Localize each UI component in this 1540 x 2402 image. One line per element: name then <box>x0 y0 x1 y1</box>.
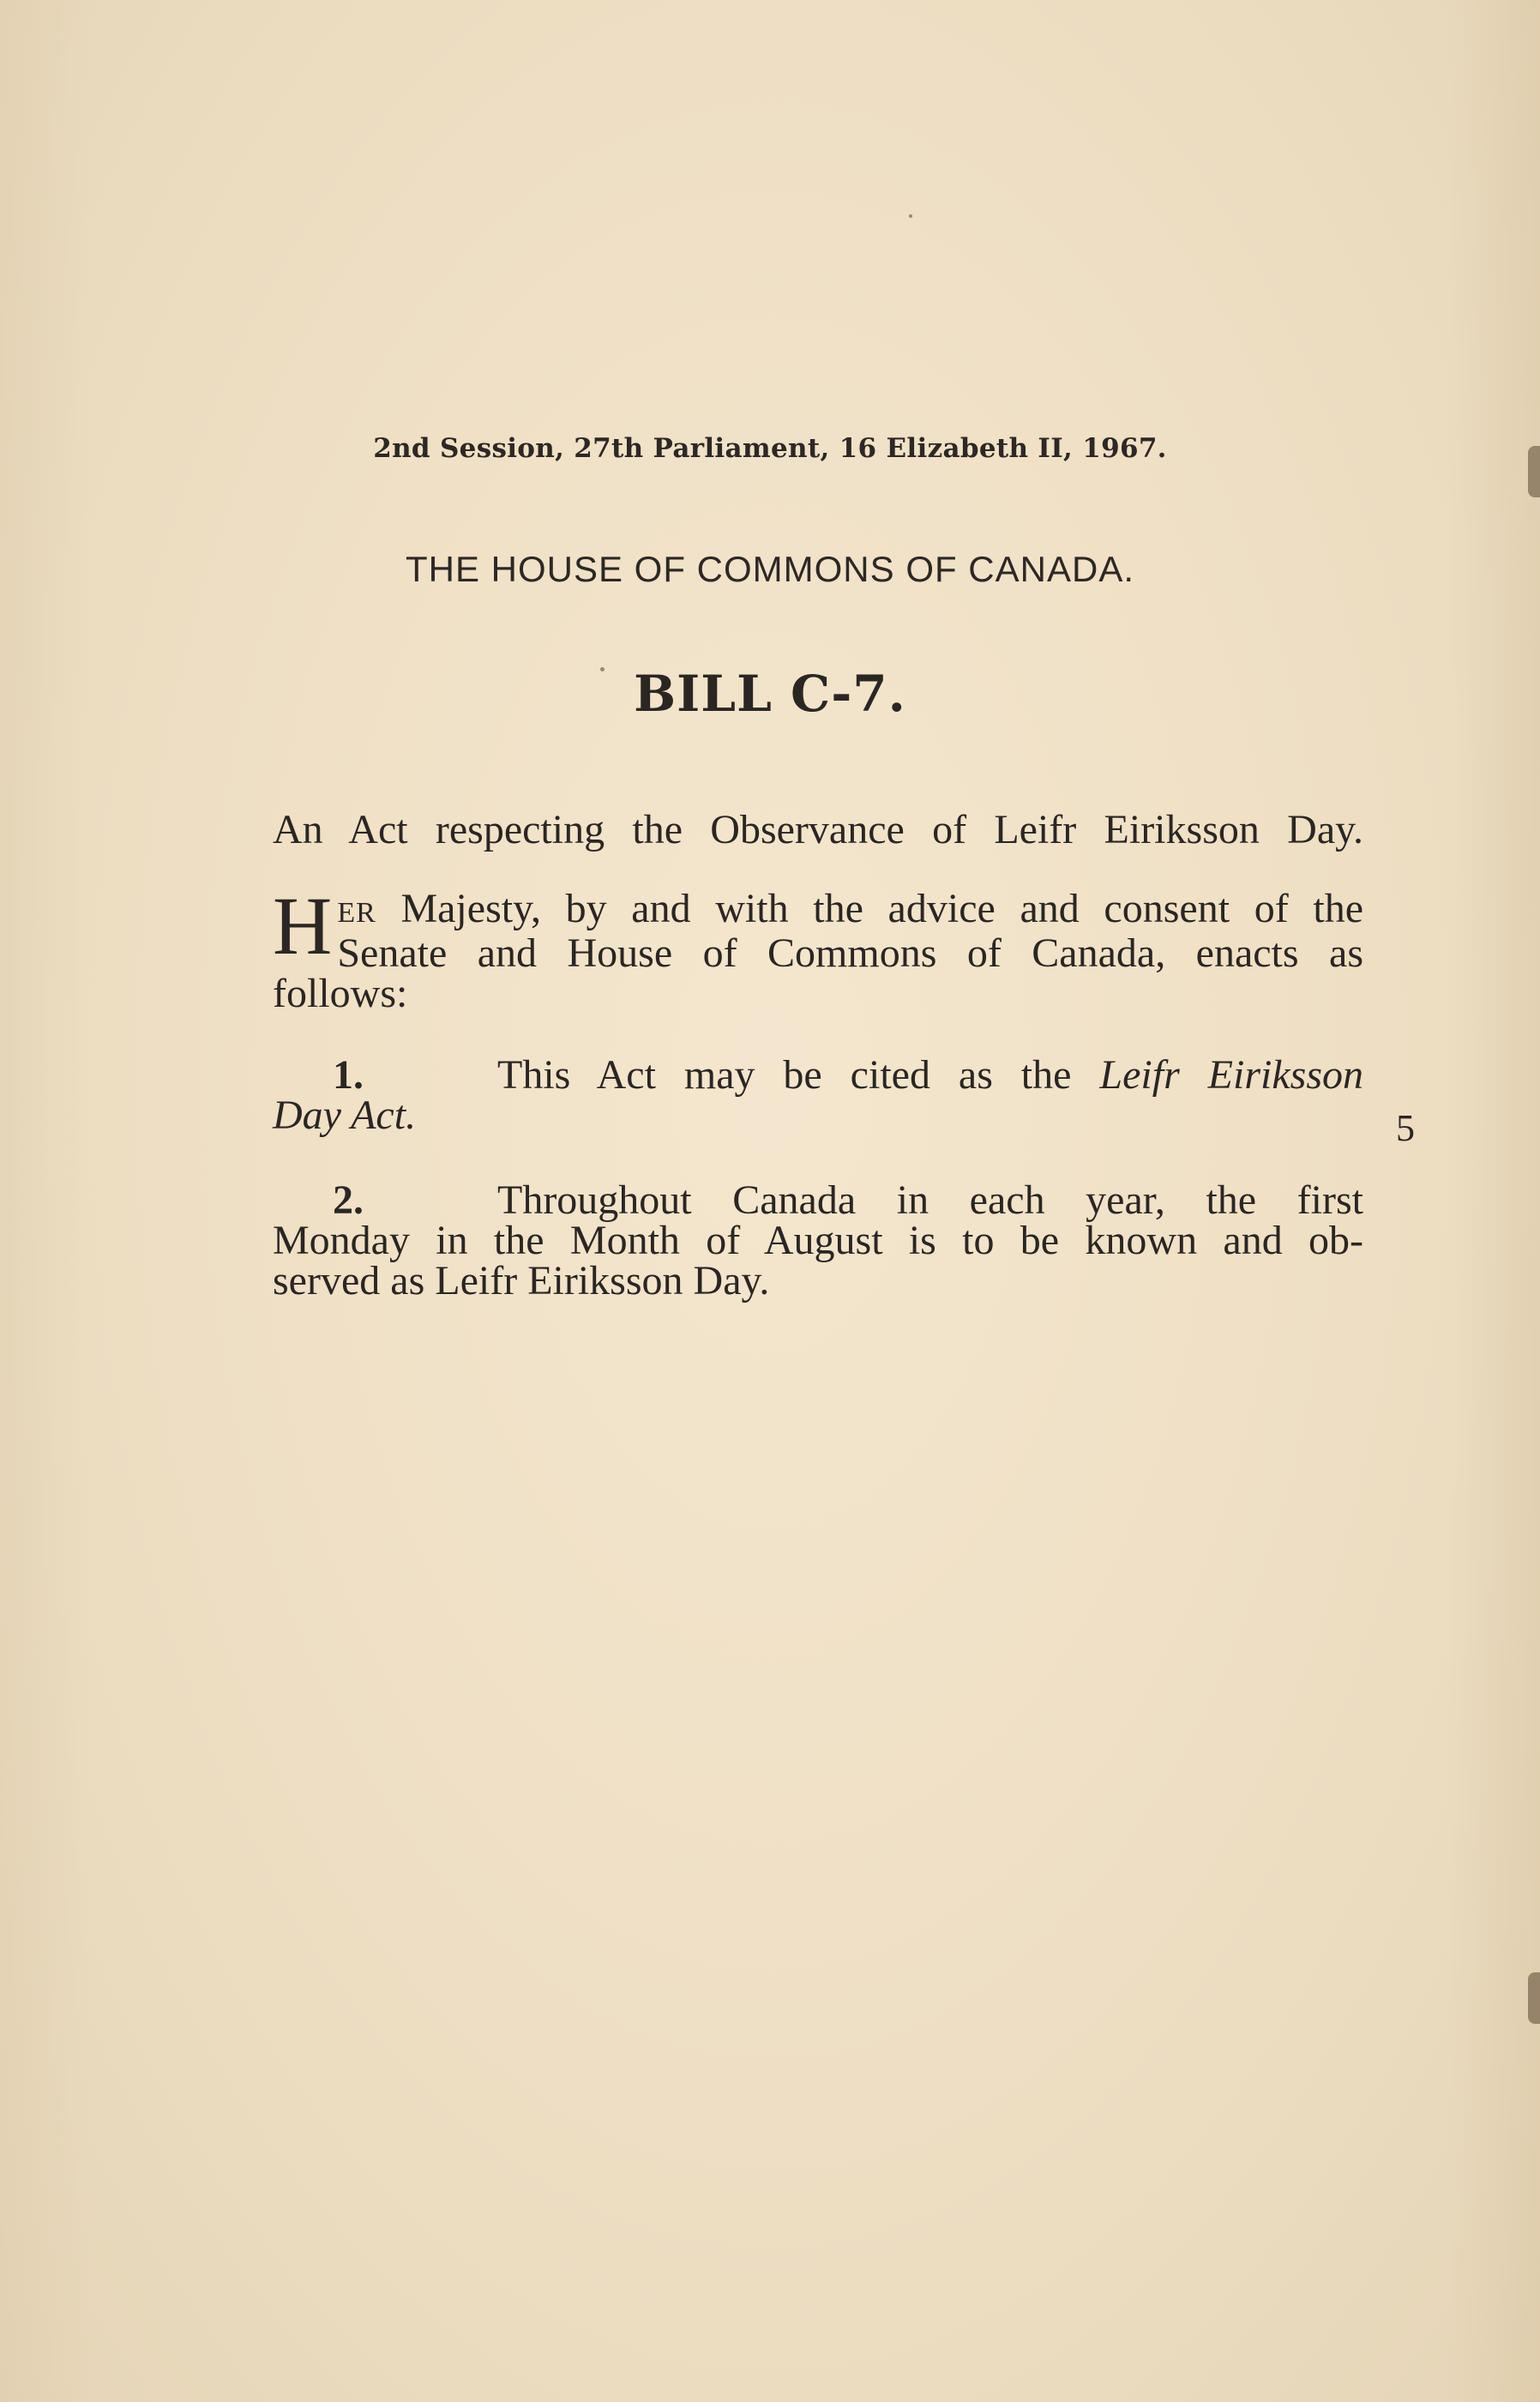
section-1-short-title-part-2: Day Act. <box>273 1093 417 1138</box>
enacting-line-1 <box>273 888 1363 933</box>
bill-title: BILL C-7. <box>634 665 906 723</box>
paper-speck <box>909 214 912 218</box>
section-2-line-1 <box>273 1177 1363 1223</box>
section-1 <box>273 1052 1364 1138</box>
section-2-line-2: Monday in the Month of August is to be known and ob- <box>273 1218 1363 1263</box>
margin-line-number: 5 <box>1396 1107 1415 1149</box>
section-1-short-title-part-1: Leifr Eiriksson <box>1099 1052 1364 1098</box>
section-2-number: 2. <box>333 1177 364 1223</box>
session-line: 2nd Session, 27th Parliament, 16 Elizabeth II, 1967. <box>373 433 1167 464</box>
section-2-line-3: served as Leifr Eiriksson Day. <box>273 1258 770 1303</box>
long-title: An Act respecting the Observance of Leifr Eiriksson Day. <box>273 807 1363 852</box>
enacting-smallcaps: ER <box>337 897 376 929</box>
section-1-text: This Act may be cited as the <box>497 1052 1100 1098</box>
section-2-text: Throughout Canada in each year, the first <box>497 1177 1363 1223</box>
enacting-line-1-text: Majesty, by and with the advice and consent of the <box>376 886 1363 931</box>
enacting-line-2: Senate and House of Commons of Canada, enacts as <box>337 930 1363 976</box>
enacting-line-3: follows: <box>273 971 408 1016</box>
house-line: THE HOUSE OF COMMONS OF CANADA. <box>405 549 1135 589</box>
binding-hole-mark-top <box>1528 446 1540 497</box>
enacting-clause <box>273 880 1363 1016</box>
paper-speck <box>600 667 605 671</box>
dropcap-letter: H <box>273 880 333 972</box>
section-1-line-2 <box>273 1093 1363 1138</box>
section-1-line-1 <box>273 1052 1364 1098</box>
section-2 <box>273 1177 1363 1303</box>
section-1-number: 1. <box>333 1052 364 1098</box>
binding-hole-mark-bottom <box>1528 1972 1540 2024</box>
